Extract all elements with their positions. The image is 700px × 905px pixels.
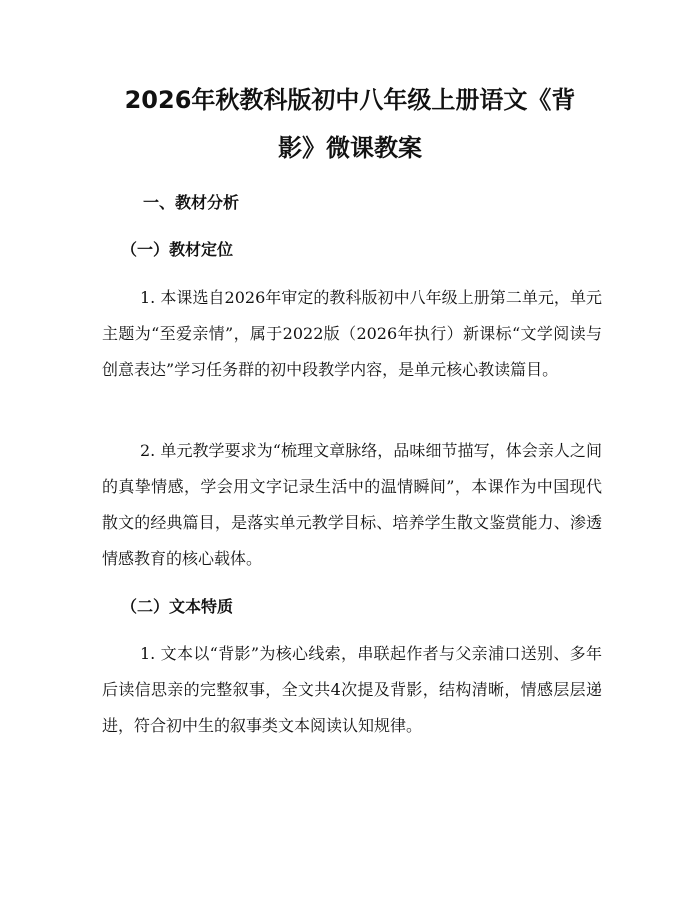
- paragraph-textbook-position-1: 1. 本课选自2026年审定的教科版初中八年级上册第二单元，单元主题为“至爱亲情”，属于2022版（2026年执行）新课标“文学阅读与创意表达”学习任务群的初中段教学内容，是单元核心教读篇目。: [102, 288, 602, 379]
- subsection-heading-textbook-position: （一）教材定位: [121, 240, 234, 259]
- subsection-heading-text-features: （二）文本特质: [121, 597, 234, 616]
- document-title-line-2: 影》微课教案: [278, 134, 422, 162]
- document-title-line-1: 2026年秋教科版初中八年级上册语文《背: [124, 86, 576, 114]
- section-heading-textbook-analysis: 一、教材分析: [143, 193, 240, 212]
- paragraph-text-features-1: 1. 文本以“背影”为核心线索，串联起作者与父亲浦口送别、多年后读信思亲的完整叙事，全文共4次提及背影，结构清晰，情感层层递进，符合初中生的叙事类文本阅读认知规律。: [102, 644, 602, 735]
- paragraph-textbook-position-2: 2. 单元教学要求为“梳理文章脉络，品味细节描写，体会亲人之间的真挚情感，学会用文字记录生活中的温情瞬间”，本课作为中国现代散文的经典篇目，是落实单元教学目标、培养学生散文鉴赏能力、渗透情感教育的核心载体。: [102, 441, 602, 568]
